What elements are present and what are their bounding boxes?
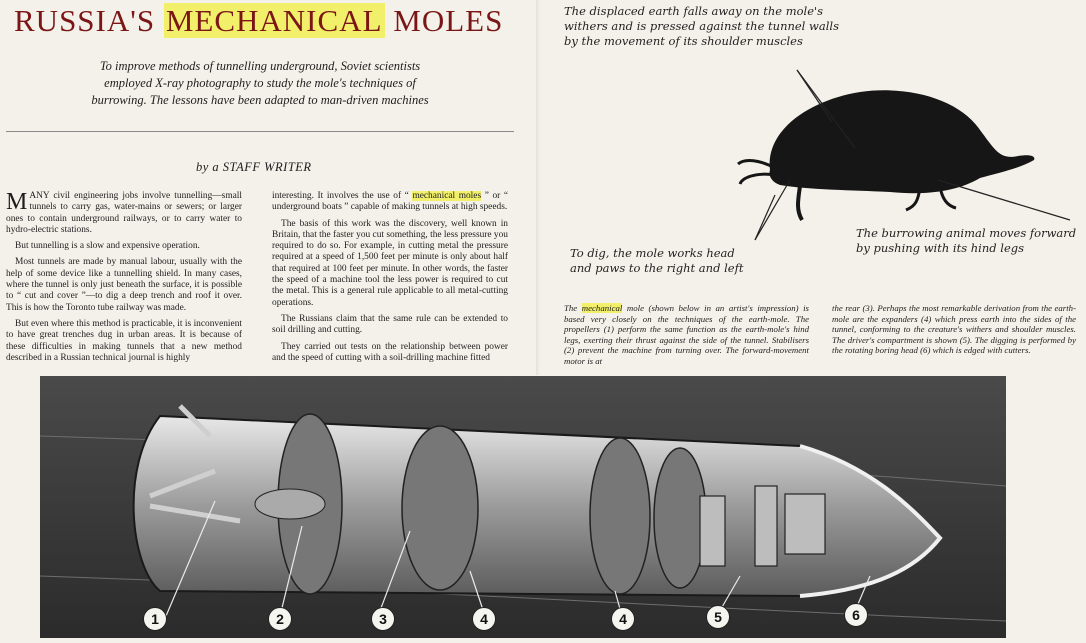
- title-suffix: MOLES: [384, 3, 504, 38]
- driver-compartment: [700, 486, 825, 566]
- byline: by a STAFF WRITER: [196, 160, 312, 174]
- paragraph: But tunnelling is a slow and expensive operation.: [15, 241, 200, 252]
- paragraph: They carried out tests on the relationship between power and the speed of cutting with a soil-drilling machine fitted: [272, 341, 508, 363]
- paragraph: [272, 191, 508, 214]
- callout-3: 3: [371, 607, 395, 631]
- page-gutter: [536, 0, 540, 375]
- drop-cap: M: [6, 189, 28, 215]
- stabiliser: [255, 489, 325, 519]
- title-rule: [6, 131, 514, 132]
- mechanical-mole-cutaway: [40, 376, 1006, 638]
- paragraph: Most tunnels are made by manual labour, usually with the help of some device like a tunnelling shield. In many cases, where the tunnel is only just beneath the surface, it is possible to “ cut and cover ”—to dig a deep trench and roof it over. This is how the Toronto tube railway was made.: [6, 257, 242, 313]
- paragraph-text: ANY civil engineering jobs involve tunnelling—small tunnels to carry gas, water-mains or sewers; or larger ones to contain underground railways, or to carry water to hydro-electric stations.: [6, 191, 242, 235]
- title-prefix: RUSSIA'S: [14, 3, 164, 38]
- paragraph-text: ” or “ underground boats ” capable of making tunnels at high speeds.: [272, 191, 508, 213]
- callout-2: 2: [268, 607, 292, 631]
- paragraph: But even where this method is practicable, it is inconvenient to have great trenches dug in urban areas. It is because of these difficulties in making tunnels that a new method described in a Russian technical journal is highly: [6, 318, 242, 363]
- standfirst: To improve methods of tunnelling underground, Soviet scientists employed X-ray photography to study the mole's techniques of burrowing. The lessons have been adapted to man-driven machines: [91, 59, 429, 107]
- callout-6: 6: [844, 603, 868, 627]
- handwritten-note-withers: The displaced earth falls away on the mole's withers and is pressed against the tunnel walls by the movement of its shoulder muscles: [564, 4, 839, 48]
- mole-drawing: [680, 60, 1080, 260]
- text-column-2: [272, 191, 508, 369]
- caption-text: The: [564, 303, 582, 313]
- paragraph: The basis of this work was the discovery, well known in Britain, that the faster you cut something, the less pressure you required to do so. For example, in cutting metal the pressure required at a speed of 1,500 feet per minute is only about half that required at 100 feet per minute. In other words, the faster the speed of a machine tool the less power is required to cut the metal. This is a general rule applicable to all metal-cutting operations.: [272, 218, 508, 308]
- callout-1: 1: [143, 607, 167, 631]
- text-column-1: [6, 191, 242, 369]
- highlighted-term: mechanical: [581, 303, 623, 313]
- handwritten-note-paws: To dig, the mole works head and paws to the right and left: [570, 246, 744, 275]
- article-title: [14, 4, 503, 38]
- paragraph: [6, 191, 242, 236]
- caption-text: mole (shown below in an artist's impression) is based very closely on the techniques of the earth-mole. The propellers (1) perform the same function as the earth-mole's hind legs, exerting their thrust against the side of the tunnel. Stabilisers (2) prevent the machine from turning over. The forward-movement motor is at: [564, 303, 809, 366]
- highlighted-term: mechanical moles: [412, 191, 482, 201]
- callout-4: 4: [472, 607, 496, 631]
- paragraph: The Russians claim that the same rule can be extended to soil drilling and cutting.: [272, 313, 508, 336]
- caption-left: [564, 303, 809, 367]
- caption-right: the rear (3). Perhaps the most remarkable derivation from the earth-mole are the expanders (4) which press earth into the sides of the tunnel, conforming to the creature's withers and shoulder muscles. The driver's compartment is shown (5). The digging is performed by the rotating boring head (6) which is edged with cutters.: [832, 303, 1076, 356]
- handwritten-note-hind-legs: The burrowing animal moves forward by pushing with its hind legs: [856, 226, 1077, 255]
- paragraph-text: interesting. It involves the use of “: [272, 191, 413, 201]
- mechanical-mole-illustration: [40, 376, 1006, 638]
- title-highlight: MECHANICAL: [165, 3, 383, 38]
- mole-body: [738, 90, 1034, 220]
- callout-4b: 4: [611, 607, 635, 631]
- callout-5: 5: [706, 605, 730, 629]
